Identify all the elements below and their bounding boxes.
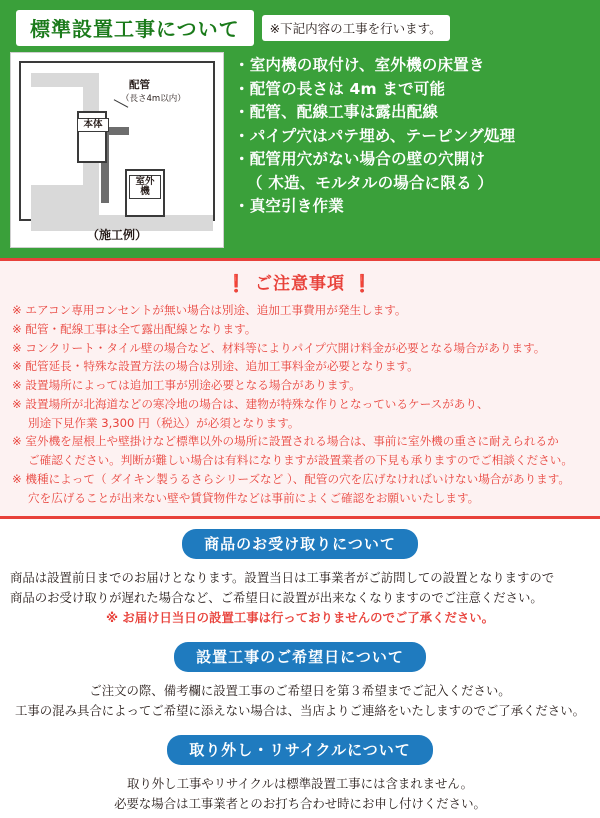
list-item: 穴を広げることが出来ない壁や賃貸物件などは事前によくご確認をお願いいたします。 [28, 490, 480, 505]
removal-recycle-section [0, 725, 600, 818]
list-item: ※ エアコン専用コンセントが無い場合は別途、追加工事費用が発生します。 [12, 303, 407, 317]
warning-icon: ❗ [225, 274, 249, 294]
caution-section [0, 258, 600, 519]
section-header [10, 8, 590, 52]
list-item: ご確認ください。判断が難しい場合は有料になりますが設置業者の下見も承りますのでご相談ください。 [28, 453, 573, 468]
caution-list [0, 301, 600, 508]
list-item: ※ 室外機を屋根上や壁掛けなど標準以外の場所に設置される場合は、事前に室外機の重さに耐えられるか [12, 434, 559, 449]
diagram-caption: （施工例） [86, 228, 147, 242]
list-item: ・配管用穴がない場合の壁の穴開け [234, 150, 486, 169]
section-heading: 商品のお受け取りについて [182, 529, 418, 559]
diagram-frame [19, 61, 215, 221]
section-body [10, 52, 590, 248]
section-heading: 設置工事のご希望日について [174, 642, 426, 672]
section-note: ※下記内容の工事を行います。 [262, 15, 450, 41]
delivery-section [0, 519, 600, 632]
diagram-label-piping: 配管 [129, 79, 150, 91]
installation-diagram [10, 52, 224, 248]
standard-installation-section [0, 0, 600, 258]
preferred-date-body [0, 681, 600, 721]
delivery-body [0, 568, 600, 628]
section-heading: 取り外し・リサイクルについて [167, 735, 433, 765]
paragraph-line: 商品は設置前日までのお届けとなります。設置当日は工事業者がご訪問しての設置となりますので [10, 569, 555, 585]
paragraph-line: ※ お届け日当日の設置工事は行っておりませんのでご了承ください。 [105, 609, 495, 625]
diagram-label-outdoor-unit: 室外機 [129, 175, 161, 199]
diagram-label-main-unit: 本体 [77, 118, 109, 132]
diagram-floor [31, 185, 83, 231]
list-item: ・室内機の取付け、室外機の床置き [234, 56, 485, 74]
paragraph-line: 商品のお受け取りが遅れた場合など、ご希望日に設置が出来なくなりますのでご注意ください。 [10, 589, 543, 605]
list-item: ※ 設置場所が北海道などの寒冷地の場合は、建物が特殊な作りとなっているケースがあり、 [12, 396, 489, 411]
list-item: ※ 配管・配線工事は全て露出配線となります。 [12, 321, 257, 336]
list-item: ※ コンクリート・タイル壁の場合など、材料等によりパイプ穴開け料金が必要となる場合があります。 [12, 340, 546, 355]
paragraph-line: ご注文の際、備考欄に設置工事のご希望日を第３希望までご記入ください。 [89, 682, 511, 698]
caution-title-row [0, 269, 600, 294]
preferred-date-section [0, 632, 600, 725]
list-item: ・パイプ穴はパテ埋め、テーピング処理 [234, 126, 516, 145]
warning-icon: ❗ [351, 274, 375, 294]
list-item: 別途下見作業 3,300 円（税込）が必須となります。 [28, 415, 300, 430]
list-item: ※ 設置場所によっては追加工事が別途必要となる場合があります。 [12, 378, 361, 393]
caution-title: ご注意事項 [255, 274, 345, 294]
diagram-label-piping-length: （長さ4m以内） [121, 94, 186, 104]
list-item: ※ 機種によって（ ダイキン製うるさらシリーズなど ）、配管の穴を広げなければいけない場合があります。 [12, 472, 571, 487]
list-item: ※ 配管延長・特殊な設置方法の場合は別途、追加工事料金が必要となります。 [12, 359, 419, 374]
paragraph-line: 必要な場合は工事業者とのお打ち合わせ時にお申し付けください。 [114, 796, 486, 812]
paragraph-line: 工事の混み具合によってご希望に添えない場合は、当店よりご連絡をいたしますのでご了承ください。 [15, 702, 585, 718]
installation-bullet-list [234, 52, 590, 219]
list-item: ・配管、配線工事は露出配線 [234, 103, 439, 122]
page-title: 標準設置工事について [16, 10, 254, 46]
list-item: （ 木造、モルタルの場合に限る ） [247, 173, 494, 192]
paragraph-line: 取り外し工事やリサイクルは標準設置工事には含まれません。 [127, 776, 473, 792]
list-item: ・真空引き作業 [234, 197, 344, 216]
removal-recycle-body [0, 774, 600, 814]
diagram-ceiling [31, 73, 83, 87]
list-item: ・配管の長さは 4m まで可能 [234, 79, 446, 98]
